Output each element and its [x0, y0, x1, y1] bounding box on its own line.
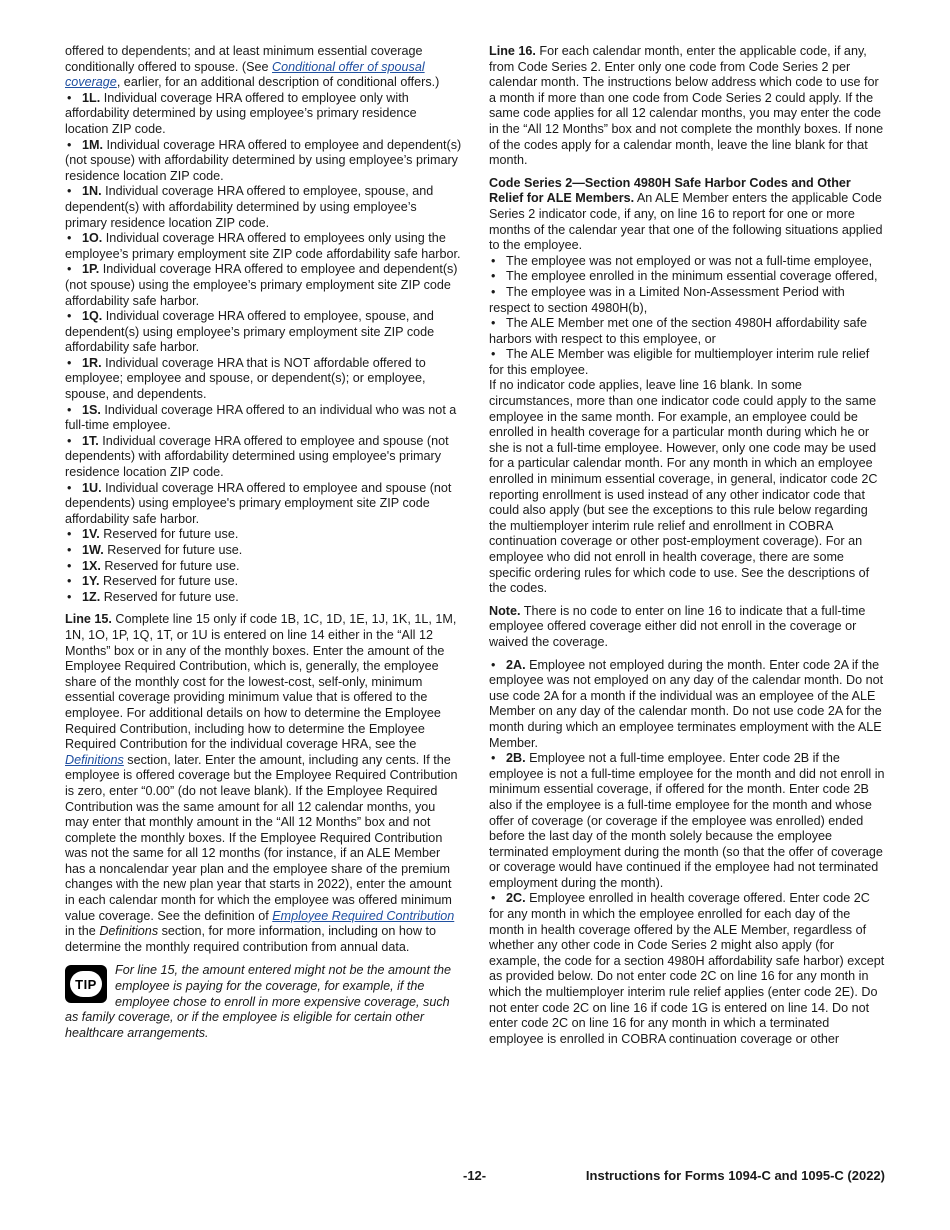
- code-description: Individual coverage HRA offered to employee and spouse (not dependents) using employee's primary employment site ZIP code affordability safe harbor.: [65, 480, 452, 526]
- code-label: 1T.: [82, 433, 99, 448]
- code-description: Reserved for future use.: [99, 527, 239, 542]
- code-item: [489, 658, 885, 752]
- code-label: 1M.: [82, 137, 103, 152]
- code-label: 1P.: [82, 262, 100, 277]
- situation-item: [489, 285, 885, 316]
- definitions-link[interactable]: Definitions: [65, 752, 124, 767]
- bullet-icon: •: [67, 309, 72, 324]
- code-label: 1V.: [82, 527, 100, 542]
- bullet-icon: •: [67, 527, 72, 542]
- code-label: 1N.: [82, 184, 102, 199]
- right-column: [489, 44, 885, 1047]
- code-item: [65, 481, 462, 528]
- line15-paragraph: [65, 612, 462, 955]
- code-series-2-list: [489, 658, 885, 1048]
- code-label: 2A.: [506, 657, 526, 672]
- code-description: Employee enrolled in health coverage offered. Enter code 2C for any month in which the employee enrolled for each day of the month in health coverage offered by the ALE Member, regardless of whether any other code in Code Series 2 might also apply (for example, the code for a section 4980H affordability safe harbor) except as provided below. Do not enter code 2C on line 16 for any month in which the multiemployer interim rule relief applies (enter code 2E). Do not enter code 2C on line 16 if code 1G is entered on line 14. Do not enter code 2C on line 16 for any month in which a terminated employee is enrolled in COBRA continuation coverage or other: [489, 891, 885, 1046]
- conditional-offer-link[interactable]: Conditional offer of spousal coverage: [65, 59, 425, 90]
- code-label: 1W.: [82, 543, 104, 557]
- note-paragraph: [489, 604, 885, 651]
- line15-text-3: in the: [65, 924, 100, 939]
- situation-item: [489, 347, 885, 378]
- code-description: Reserved for future use.: [100, 589, 239, 604]
- code-label: 1S.: [82, 402, 101, 417]
- situation-item: [489, 316, 885, 347]
- situation-text: The employee was not employed or was not a full-time employee,: [506, 253, 873, 268]
- line16-paragraph: [489, 44, 885, 169]
- code-label: 1O.: [82, 231, 103, 246]
- situation-item: [489, 269, 885, 285]
- bullet-icon: •: [67, 90, 72, 105]
- bullet-icon: •: [67, 355, 72, 370]
- bullet-icon: •: [67, 402, 72, 417]
- line15-heading: Line 15.: [65, 612, 112, 627]
- code-label: 1Q.: [82, 309, 103, 324]
- bullet-icon: •: [67, 137, 72, 152]
- code-description: Individual coverage HRA offered to employee, spouse, and dependent(s) using employee’s primary employment site ZIP code affordability safe harbor.: [65, 309, 435, 355]
- code-description: Individual coverage HRA offered to employee and dependent(s) (not spouse) with affordability determined by using employee’s primary residence location ZIP code.: [65, 137, 462, 183]
- left-column: [65, 44, 462, 1041]
- code-item: [65, 559, 462, 575]
- bullet-icon: •: [67, 184, 72, 199]
- intro-text-end: , earlier, for an additional description of conditional offers.): [116, 75, 440, 90]
- bullet-icon: •: [67, 262, 72, 277]
- code-description: Individual coverage HRA offered to an individual who was not a full-time employee.: [65, 402, 457, 433]
- bullet-icon: •: [67, 231, 72, 246]
- code-series-1-list: [65, 91, 462, 606]
- series2-paragraph: [489, 176, 885, 254]
- situations-list: [489, 254, 885, 379]
- code-label: 1L.: [82, 90, 101, 105]
- code-item: [65, 309, 462, 356]
- code-label: 2C.: [506, 891, 526, 906]
- bullet-icon: •: [67, 589, 72, 604]
- bullet-icon: •: [491, 347, 496, 362]
- line16-heading: Line 16.: [489, 44, 536, 58]
- code-item: [65, 262, 462, 309]
- code-description: Employee not a full-time employee. Enter code 2B if the employee is not a full-time employee for the month and did not enroll in minimum essential coverage, if offered for the month. Enter code 2B also if the employee is a full-time employee for the month and whose offer of coverage (or coverage if the employee was enrolled) ended before the last day of the month solely because the employee terminated employment during the month (so that the offer of coverage or coverage would have continued if the employee had not terminated employment during the month).: [489, 751, 885, 890]
- code-item: [65, 138, 462, 185]
- code-item: [65, 574, 462, 590]
- bullet-icon: •: [491, 891, 496, 906]
- code-label: 1R.: [82, 355, 102, 370]
- code-item: [489, 751, 885, 891]
- code-description: Reserved for future use.: [99, 574, 239, 589]
- employee-required-contribution-link[interactable]: Employee Required Contribution: [272, 908, 455, 923]
- situation-item: [489, 254, 885, 270]
- code-item: [65, 543, 462, 559]
- series2-text: An ALE Member enters the applicable Code Series 2 indicator code, if any, on line 16 to report for one or more months of the calendar year that one of the following situations applied to the employee.: [489, 191, 883, 253]
- code-label: 1U.: [82, 480, 102, 495]
- indicator-paragraph: If no indicator code applies, leave line 16 blank. In some circumstances, more than one indicator code could apply to the same employee in the same month. For example, an employee could be enrolled in health coverage for a particular month during which he or she is not a full-time employee. However, only one code may be used for a particular calendar month. For any month in which an employee enrolled in minimum essential coverage, in general, indicator code 2C reporting enrollment is used instead of any other indicator code that could also apply (but see the exceptions to this rule below regarding the multiemployer interim rule relief and enrollment in COBRA continuation coverage or other post-employment coverage). For an employee who did not enroll in health coverage, there are some specific ordering rules for which code to use. See the descriptions of the codes.: [489, 378, 878, 596]
- code-description: Individual coverage HRA offered to employee only with affordability determined by using employee’s primary residence location ZIP code.: [65, 90, 417, 136]
- series2-heading: Code Series 2—Section 4980H Safe Harbor Codes and Other Relief for ALE Members.: [489, 175, 851, 206]
- code-item: [65, 91, 462, 138]
- code-description: Employee not employed during the month. Enter code 2A if the employee was not employed on any day of the calendar month. Do not use code 2A for a month if the individual was an employee of the ALE Member on any day of the calendar month. Do not use code 2A for the month during which an employee terminates employment with the ALE Member.: [489, 657, 884, 750]
- code-item: [65, 403, 462, 434]
- code-description: Individual coverage HRA offered to employee, spouse, and dependent(s) with affordability determined by using employee’s primary residence location ZIP code.: [65, 184, 434, 230]
- situation-text: The ALE Member met one of the section 4980H affordability safe harbors with respect to this employee, or: [489, 316, 867, 346]
- situation-text: The ALE Member was eligible for multiemployer interim rule relief for this employee.: [489, 347, 870, 377]
- bullet-icon: •: [491, 316, 496, 331]
- code-item: [65, 434, 462, 481]
- bullet-icon: •: [67, 543, 72, 557]
- code-label: 1X.: [82, 558, 101, 573]
- line15-text: Complete line 15 only if code 1B, 1C, 1D, 1E, 1J, 1K, 1L, 1M, 1N, 1O, 1P, 1Q, 1T, or 1U is entered on line 14 either in the “All 12 Months” box or in any of the monthly boxes. Enter the amount of the Employee Required Contribution, which is, generally, the employee share of the monthly cost for the lowest-cost, self-only, minimum essential coverage providing minimum value that is offered to the employee. For additional details on how to determine the Employee Required Contribution, including how to determine the Employee Required Contribution for the individual coverage HRA, see the: [65, 612, 457, 752]
- code-item: [65, 356, 462, 403]
- code-description: Reserved for future use.: [103, 543, 243, 557]
- bullet-icon: •: [67, 433, 72, 448]
- code-description: Individual coverage HRA offered to employees only using the employee’s primary employment site ZIP code affordability safe harbor.: [65, 231, 461, 261]
- bullet-icon: •: [67, 480, 72, 495]
- code-label: 1Y.: [82, 574, 100, 589]
- code-description: Individual coverage HRA that is NOT affordable offered to employee; employee and spouse, or dependent(s); or employee, spouse, and dependents.: [65, 355, 426, 402]
- code-item: [65, 590, 462, 606]
- page-number: -12-: [463, 1168, 487, 1183]
- intro-paragraph: [65, 44, 462, 91]
- bullet-icon: •: [491, 657, 496, 672]
- code-description: Reserved for future use.: [100, 558, 240, 573]
- code-description: Individual coverage HRA offered to employee and dependent(s) (not spouse) using the employee’s primary employment site ZIP code affordability safe harbor.: [65, 262, 458, 308]
- code-item: [65, 527, 462, 543]
- tip-icon: [65, 965, 107, 1003]
- code-item: [65, 231, 462, 262]
- line15-text-4: section, for more information, including on how to determine the monthly required contribution from annual data.: [65, 924, 437, 954]
- bullet-icon: •: [67, 574, 72, 589]
- bullet-icon: •: [491, 253, 496, 268]
- code-item: [65, 184, 462, 231]
- line16-text: For each calendar month, enter the applicable code, if any, from Code Series 2. Enter only one code from Code Series 2 per calendar month. The instructions below address which code to use for a month if more than one code from Code Series 2 could apply. If the same code applies for all 12 calendar months, you may enter the code in the “All 12 Months” box and not complete the monthly boxes. If none of the codes apply for a calendar month, leave the line blank for that month.: [489, 44, 884, 168]
- line15-text-2: section, later. Enter the amount, including any cents. If the employee is offered coverage but the Employee Required Contribution is zero, enter “0.00” (do not leave blank). If the Employee Required Contribution was the same amount for all 12 calendar months, you may enter that monthly amount in the “All 12 Months” box and not complete the monthly boxes. If the Employee Required Contribution was not the same for all 12 months (for instance, if an ALE Member has a noncalendar year plan and the employee share of the premium changes with the new plan year that starts in 2022), enter the amount in each calendar month for which the employee was offered minimum value coverage. See the definition of: [65, 752, 458, 923]
- bullet-icon: •: [491, 751, 496, 766]
- note-text: There is no code to enter on line 16 to indicate that a full-time employee offered coverage either did not enroll in the coverage or waived the coverage.: [489, 603, 866, 649]
- code-item: [489, 891, 885, 1047]
- bullet-icon: •: [67, 558, 72, 573]
- tip-text: For line 15, the amount entered might not be the amount the employee is paying for the coverage, for example, if the employee chose to enroll in more expensive coverage, such as family coverage, or if the employee is eligible for certain other healthcare arrangements.: [65, 963, 452, 1040]
- tip-box: [65, 963, 462, 1041]
- footer-title: Instructions for Forms 1094-C and 1095-C (2022): [585, 1168, 885, 1183]
- intro-text: offered to dependents; and at least minimum essential coverage conditionally offered to spouse. (See: [65, 44, 423, 74]
- code-description: Individual coverage HRA offered to employee and spouse (not dependents) with affordability determined using employee's primary residence location ZIP code.: [65, 433, 449, 480]
- bullet-icon: •: [491, 284, 496, 299]
- code-label: 1Z.: [82, 589, 101, 604]
- code-label: 2B.: [506, 751, 526, 766]
- situation-text: The employee enrolled in the minimum essential coverage offered,: [506, 269, 878, 284]
- situation-text: The employee was in a Limited Non-Assessment Period with respect to section 4980H(b),: [489, 284, 845, 315]
- definitions-italic: Definitions: [99, 924, 159, 939]
- bullet-icon: •: [491, 269, 496, 284]
- note-heading: Note.: [489, 603, 521, 618]
- tip-badge-label: TIP: [70, 971, 102, 997]
